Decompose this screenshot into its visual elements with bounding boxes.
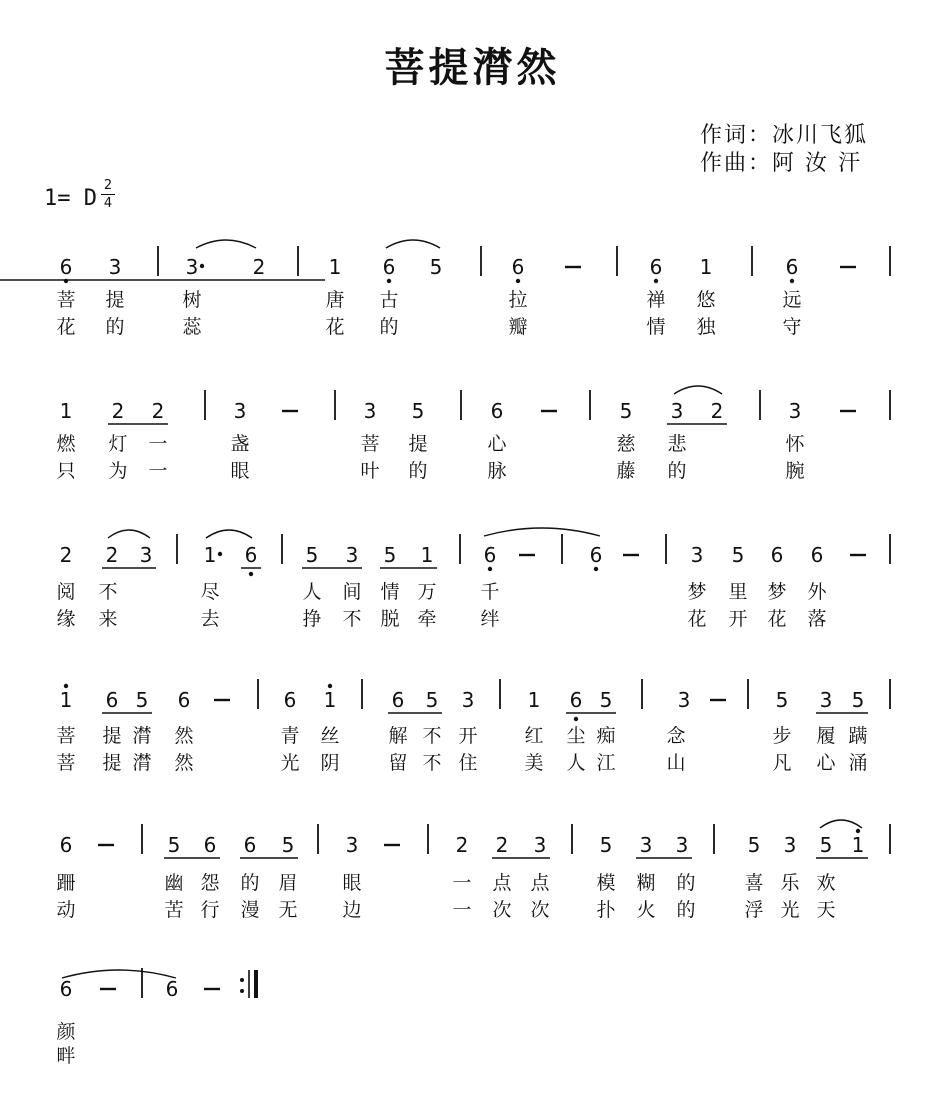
lyric-verse-1: 怀 bbox=[785, 433, 805, 455]
lyric-verse-1: 菩 bbox=[56, 725, 76, 747]
slur bbox=[62, 970, 176, 978]
lyric-verse-1: 万 bbox=[417, 581, 437, 603]
note: 3 bbox=[533, 833, 547, 857]
lyric-verse-2: 去 bbox=[200, 608, 220, 630]
note: 1 bbox=[328, 255, 342, 279]
note: 3 bbox=[788, 399, 802, 423]
lyric-verse-2: 然 bbox=[174, 752, 194, 774]
low-octave-dot bbox=[790, 279, 794, 283]
lyric-verse-2: 挣 bbox=[302, 608, 322, 630]
lyric-verse-2: 花 bbox=[687, 608, 707, 630]
lyric-verse-1: 眉 bbox=[278, 872, 298, 894]
song-title: 菩提潸然 bbox=[384, 44, 561, 91]
lyricist-credit: 作词：冰川飞狐 bbox=[700, 123, 869, 148]
note: 3 bbox=[363, 399, 377, 423]
lyric-verse-2: 边 bbox=[342, 899, 362, 921]
lyric-verse-1: 步 bbox=[772, 725, 792, 747]
note: 2 bbox=[495, 833, 509, 857]
note: 5 bbox=[167, 833, 181, 857]
lyric-verse-1: 盏 bbox=[230, 433, 250, 455]
low-octave-dot bbox=[594, 567, 598, 571]
lyric-verse-2: 光 bbox=[280, 752, 300, 774]
lyric-verse-1: 千 bbox=[480, 581, 500, 603]
lyric-verse-2: 住 bbox=[458, 752, 478, 774]
lyric-verse-1: 菩 bbox=[56, 289, 76, 311]
lyric-verse-2: 次 bbox=[530, 899, 550, 921]
note: 6 bbox=[105, 688, 119, 712]
lyric-verse-2: 一 bbox=[148, 460, 168, 482]
note: 1 bbox=[323, 688, 337, 712]
high-octave-dot bbox=[856, 829, 860, 833]
note: 1 bbox=[59, 688, 73, 712]
note: 6 bbox=[785, 255, 799, 279]
slur bbox=[108, 530, 150, 538]
lyric-verse-2: 苦 bbox=[164, 899, 184, 921]
lyric-verse-1: 履 bbox=[816, 725, 836, 747]
lyric-verse-1: 菩 bbox=[360, 433, 380, 455]
note: 6 bbox=[203, 833, 217, 857]
lyric-verse-1: 跚 bbox=[56, 872, 76, 894]
lyric-verse-2: 为 bbox=[108, 460, 128, 482]
lyric-verse-2: 脉 bbox=[487, 460, 507, 482]
note: 6 bbox=[511, 255, 525, 279]
note: 5 bbox=[425, 688, 439, 712]
lyric-verse-1: 人 bbox=[302, 581, 322, 603]
lyric-verse-1: 悠 bbox=[696, 289, 716, 311]
note: 6 bbox=[177, 688, 191, 712]
note: 2 bbox=[59, 543, 73, 567]
lyric-verse-1: 一 bbox=[452, 872, 472, 894]
note: 1 bbox=[420, 543, 434, 567]
note: 6 bbox=[243, 833, 257, 857]
slur bbox=[386, 240, 440, 248]
note: 5 bbox=[775, 688, 789, 712]
lyric-verse-1: 痴 bbox=[596, 725, 616, 747]
lyric-verse-2: 留 bbox=[388, 752, 408, 774]
lyric-verse-1: 里 bbox=[728, 581, 748, 603]
lyric-verse-1: 提 bbox=[102, 725, 122, 747]
lyric-verse-1: 点 bbox=[492, 872, 512, 894]
note: 6 bbox=[569, 688, 583, 712]
augmentation-dot bbox=[218, 552, 222, 556]
lyric-verse-2: 不 bbox=[422, 752, 442, 774]
note: 1 bbox=[59, 399, 73, 423]
lyric-verse-2: 一 bbox=[452, 899, 472, 921]
lyric-verse-1: 阅 bbox=[56, 581, 76, 603]
note: 5 bbox=[305, 543, 319, 567]
lyric-verse-1: 古 bbox=[379, 289, 399, 311]
lyric-verse-1: 提 bbox=[408, 433, 428, 455]
composer-credit: 作曲：阿 汝 汗 bbox=[700, 151, 862, 176]
note: 6 bbox=[483, 543, 497, 567]
repeat-dot bbox=[240, 978, 244, 982]
note: 5 bbox=[731, 543, 745, 567]
lyric-verse-1: 蹒 bbox=[848, 725, 868, 747]
lyric-verse-2: 守 bbox=[782, 316, 802, 338]
note: 1 bbox=[203, 543, 217, 567]
lyric-verse-2: 来 bbox=[98, 608, 118, 630]
note: 6 bbox=[589, 543, 603, 567]
lyric-verse-1: 灯 bbox=[108, 433, 128, 455]
lyric-verse-2: 扑 bbox=[596, 899, 616, 921]
note: 6 bbox=[649, 255, 663, 279]
lyric-verse-2: 潸 bbox=[132, 752, 152, 774]
lyric-verse-1: 怨 bbox=[200, 872, 220, 894]
lyric-verse-1: 不 bbox=[422, 725, 442, 747]
low-octave-dot bbox=[387, 279, 391, 283]
key-signature: 1= D bbox=[44, 186, 97, 211]
note: 5 bbox=[429, 255, 443, 279]
note: 3 bbox=[690, 543, 704, 567]
lyric-verse-2: 的 bbox=[667, 460, 687, 482]
lyric-verse-2: 无 bbox=[278, 899, 298, 921]
lyric-verse-2: 的 bbox=[105, 316, 125, 338]
lyric-verse-1: 颜 bbox=[56, 1021, 76, 1043]
note: 2 bbox=[105, 543, 119, 567]
lyric-verse-2: 花 bbox=[767, 608, 787, 630]
lyric-verse-2: 天 bbox=[816, 899, 836, 921]
lyric-verse-1: 红 bbox=[524, 725, 544, 747]
note: 2 bbox=[252, 255, 266, 279]
low-octave-dot bbox=[574, 717, 578, 721]
lyric-verse-1: 丝 bbox=[320, 725, 340, 747]
note: 6 bbox=[810, 543, 824, 567]
lyric-verse-2: 的 bbox=[379, 316, 399, 338]
lyric-verse-1: 情 bbox=[380, 581, 400, 603]
lyric-verse-2: 提 bbox=[102, 752, 122, 774]
lyric-verse-2: 的 bbox=[408, 460, 428, 482]
lyric-verse-2: 蕊 bbox=[182, 316, 202, 338]
lyric-verse-1: 糊 bbox=[636, 872, 656, 894]
lyric-verse-2: 行 bbox=[200, 899, 220, 921]
lyric-verse-1: 念 bbox=[666, 725, 686, 747]
note: 2 bbox=[111, 399, 125, 423]
note: 5 bbox=[819, 833, 833, 857]
lyric-verse-2: 的 bbox=[676, 899, 696, 921]
slur bbox=[206, 530, 252, 538]
lyric-verse-1: 不 bbox=[98, 581, 118, 603]
lyric-verse-2: 动 bbox=[56, 899, 76, 921]
note: 5 bbox=[619, 399, 633, 423]
low-octave-dot bbox=[488, 567, 492, 571]
lyric-verse-1: 悲 bbox=[667, 433, 687, 455]
lyric-verse-1: 拉 bbox=[508, 289, 528, 311]
slur bbox=[820, 820, 862, 828]
lyric-verse-1: 外 bbox=[807, 581, 827, 603]
lyric-verse-1: 梦 bbox=[767, 581, 787, 603]
lyric-verse-2: 花 bbox=[56, 316, 76, 338]
high-octave-dot bbox=[328, 684, 332, 688]
lyric-verse-1: 一 bbox=[148, 433, 168, 455]
lyric-verse-2: 绊 bbox=[480, 608, 500, 630]
lyric-verse-1: 远 bbox=[782, 289, 802, 311]
slur bbox=[196, 240, 256, 248]
low-octave-dot bbox=[249, 572, 253, 576]
note: 5 bbox=[281, 833, 295, 857]
note: 6 bbox=[382, 255, 396, 279]
note: 3 bbox=[639, 833, 653, 857]
note: 6 bbox=[391, 688, 405, 712]
lyric-verse-1: 的 bbox=[240, 872, 260, 894]
lyric-verse-2: 人 bbox=[566, 752, 586, 774]
note: 3 bbox=[139, 543, 153, 567]
high-octave-dot bbox=[64, 684, 68, 688]
note: 5 bbox=[411, 399, 425, 423]
note: 6 bbox=[490, 399, 504, 423]
note: 3 bbox=[233, 399, 247, 423]
lyric-verse-2: 心 bbox=[816, 752, 836, 774]
lyric-verse-1: 解 bbox=[388, 725, 408, 747]
lyric-verse-2: 藤 bbox=[616, 460, 636, 482]
note: 5 bbox=[135, 688, 149, 712]
lyric-verse-1: 乐 bbox=[780, 872, 800, 894]
time-signature-bottom: 4 bbox=[103, 196, 113, 211]
augmentation-dot bbox=[200, 264, 204, 268]
note: 6 bbox=[59, 255, 73, 279]
lyric-verse-1: 青 bbox=[280, 725, 300, 747]
low-octave-dot bbox=[516, 279, 520, 283]
lyric-verse-2: 缘 bbox=[56, 608, 76, 630]
note: 3 bbox=[345, 543, 359, 567]
lyric-verse-1: 提 bbox=[105, 289, 125, 311]
time-signature-top: 2 bbox=[103, 178, 113, 193]
lyric-verse-2: 畔 bbox=[56, 1045, 76, 1067]
lyric-verse-1: 模 bbox=[596, 872, 616, 894]
lyric-verse-2: 情 bbox=[646, 316, 666, 338]
note: 3 bbox=[461, 688, 475, 712]
note: 2 bbox=[710, 399, 724, 423]
lyric-verse-2: 漫 bbox=[240, 899, 260, 921]
note: 6 bbox=[165, 977, 179, 1001]
lyric-verse-1: 幽 bbox=[164, 872, 184, 894]
lyric-verse-2: 不 bbox=[342, 608, 362, 630]
note: 5 bbox=[599, 688, 613, 712]
lyric-verse-2: 火 bbox=[636, 899, 656, 921]
lyric-verse-1: 尽 bbox=[200, 581, 220, 603]
note: 6 bbox=[283, 688, 297, 712]
note: 5 bbox=[851, 688, 865, 712]
low-octave-dot bbox=[654, 279, 658, 283]
lyric-verse-2: 眼 bbox=[230, 460, 250, 482]
lyric-verse-1: 燃 bbox=[56, 433, 76, 455]
lyric-verse-1: 喜 bbox=[744, 872, 764, 894]
lyric-verse-2: 次 bbox=[492, 899, 512, 921]
note: 3 bbox=[675, 833, 689, 857]
note: 3 bbox=[108, 255, 122, 279]
lyric-verse-2: 瓣 bbox=[508, 316, 528, 338]
note: 2 bbox=[151, 399, 165, 423]
note: 6 bbox=[244, 543, 258, 567]
lyric-verse-1: 开 bbox=[458, 725, 478, 747]
lyric-verse-2: 脱 bbox=[380, 608, 400, 630]
lyric-verse-1: 禅 bbox=[646, 289, 666, 311]
lyric-verse-1: 树 bbox=[182, 289, 202, 311]
lyric-verse-1: 心 bbox=[487, 433, 507, 455]
slur bbox=[484, 528, 600, 536]
lyric-verse-1: 眼 bbox=[342, 872, 362, 894]
note: 1 bbox=[699, 255, 713, 279]
lyric-verse-1: 慈 bbox=[616, 433, 636, 455]
note: 6 bbox=[770, 543, 784, 567]
note: 3 bbox=[670, 399, 684, 423]
note: 3 bbox=[185, 255, 199, 279]
lyric-verse-2: 浮 bbox=[744, 899, 764, 921]
slur bbox=[674, 386, 722, 394]
note: 5 bbox=[747, 833, 761, 857]
note: 3 bbox=[345, 833, 359, 857]
lyric-verse-1: 的 bbox=[676, 872, 696, 894]
lyric-verse-2: 花 bbox=[325, 316, 345, 338]
note: 2 bbox=[455, 833, 469, 857]
lyric-verse-2: 独 bbox=[696, 316, 716, 338]
note: 1 bbox=[851, 833, 865, 857]
lyric-verse-1: 间 bbox=[342, 581, 362, 603]
note: 3 bbox=[677, 688, 691, 712]
lyric-verse-1: 尘 bbox=[566, 725, 586, 747]
lyric-verse-2: 牵 bbox=[417, 608, 437, 630]
note: 3 bbox=[783, 833, 797, 857]
lyric-verse-1: 点 bbox=[530, 872, 550, 894]
lyric-verse-2: 菩 bbox=[56, 752, 76, 774]
lyric-verse-2: 腕 bbox=[785, 460, 805, 482]
note: 1 bbox=[527, 688, 541, 712]
note: 6 bbox=[59, 833, 73, 857]
lyric-verse-2: 只 bbox=[56, 460, 76, 482]
lyric-verse-1: 然 bbox=[174, 725, 194, 747]
note: 5 bbox=[383, 543, 397, 567]
lyric-verse-2: 落 bbox=[807, 608, 827, 630]
lyric-verse-2: 涌 bbox=[848, 752, 868, 774]
note: 6 bbox=[59, 977, 73, 1001]
lyric-verse-2: 凡 bbox=[772, 752, 792, 774]
repeat-dot bbox=[240, 989, 244, 993]
lyric-verse-1: 欢 bbox=[816, 872, 836, 894]
lyric-verse-2: 开 bbox=[728, 608, 748, 630]
lyric-verse-2: 光 bbox=[780, 899, 800, 921]
lyric-verse-2: 美 bbox=[524, 752, 544, 774]
lyric-verse-1: 唐 bbox=[325, 289, 345, 311]
lyric-verse-2: 山 bbox=[666, 752, 686, 774]
note: 3 bbox=[819, 688, 833, 712]
lyric-verse-1: 潸 bbox=[132, 725, 152, 747]
lyric-verse-2: 江 bbox=[596, 752, 616, 774]
lyric-verse-1: 梦 bbox=[687, 581, 707, 603]
note: 5 bbox=[599, 833, 613, 857]
lyric-verse-2: 叶 bbox=[360, 460, 380, 482]
lyric-verse-2: 阴 bbox=[320, 752, 340, 774]
